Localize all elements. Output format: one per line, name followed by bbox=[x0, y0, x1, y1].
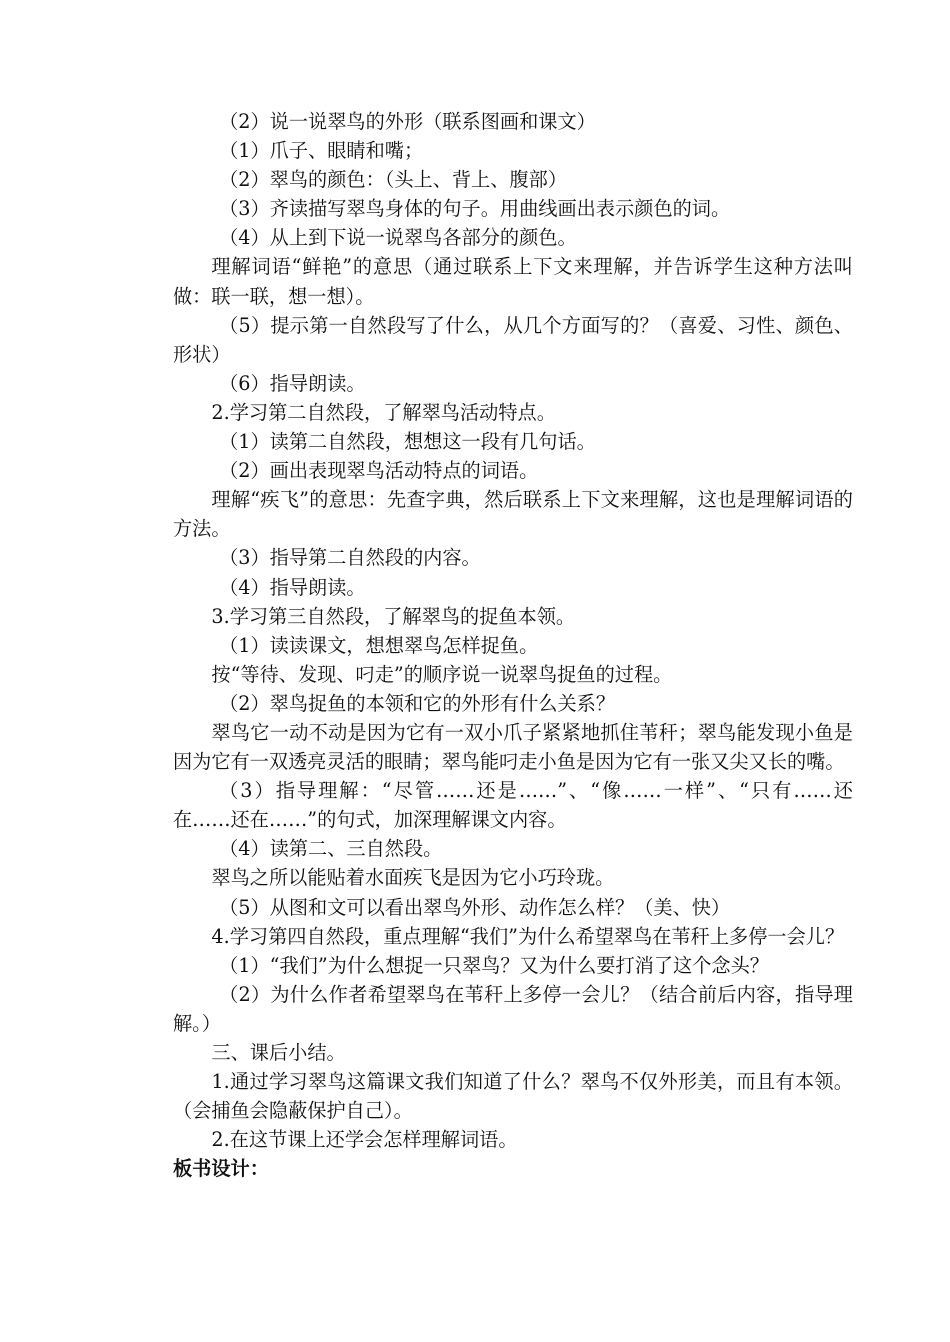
paragraph: （2）画出表现翠鸟活动特点的词语。 bbox=[219, 459, 539, 483]
paragraph: 2.学习第二自然段，了解翠鸟活动特点。 bbox=[211, 400, 556, 424]
paragraph: （3）指导第二自然段的内容。 bbox=[219, 546, 481, 570]
paragraph: （5）从图和文可以看出翠鸟外形、动作怎么样？（美、快） bbox=[219, 895, 731, 919]
paragraph: （1）“我们”为什么想捉一只翠鸟？又为什么要打消了这个念头？ bbox=[219, 953, 769, 977]
paragraph: 按“等待、发现、叼走”的顺序说一说翠鸟捉鱼的过程。 bbox=[211, 662, 673, 686]
paragraph: 理解词语“鲜艳”的意思（通过联系上下文来理解，并告诉学生这种方法叫做：联一联，想一想）。 bbox=[173, 255, 853, 308]
paragraph: （1）爪子、眼睛和嘴； bbox=[219, 139, 424, 163]
paragraph: （2）说一说翠鸟的外形（联系图画和课文） bbox=[219, 110, 596, 133]
paragraph: （1）读读课文，想想翠鸟怎样捉鱼。 bbox=[219, 633, 539, 657]
paragraph: 三、课后小结。 bbox=[211, 1041, 346, 1064]
paragraph: （1）读第二自然段，想想这一段有几句话。 bbox=[219, 430, 596, 454]
paragraph: 4.学习第四自然段，重点理解“我们”为什么希望翠鸟在苇秆上多停一会儿？ bbox=[211, 924, 845, 948]
paragraph: 翠鸟之所以能贴着水面疾飞是因为它小巧玲珑。 bbox=[211, 866, 615, 890]
paragraph: 翠鸟它一动不动是因为它有一双小爪子紧紧地抓住苇秆；翠鸟能发现小鱼是因为它有一双透亮灵活的眼睛；翠鸟能叼走小鱼是因为它有一张又尖又长的嘴。 bbox=[173, 720, 853, 774]
paragraph: （3）齐读描写翠鸟身体的句子。用曲线画出表示颜色的词。 bbox=[219, 197, 731, 221]
paragraph: 1.通过学习翠鸟这篇课文我们知道了什么？翠鸟不仅外形美，而且有本领。（会捕鱼会隐蔽保护自己）。 bbox=[173, 1070, 853, 1123]
paragraph: （5）提示第一自然段写了什么，从几个方面写的？（喜爱、习性、颜色、形状） bbox=[173, 313, 853, 366]
paragraph: （2）翠鸟的颜色：（头上、背上、腹部） bbox=[219, 168, 568, 192]
paragraph: （4）从上到下说一说翠鸟各部分的颜色。 bbox=[219, 226, 577, 250]
document-body bbox=[173, 107, 853, 1183]
paragraph: （2）为什么作者希望翠鸟在苇秆上多停一会儿？（结合前后内容，指导理解。） bbox=[173, 982, 853, 1035]
paragraph: （2）翠鸟捉鱼的本领和它的外形有什么关系？ bbox=[219, 691, 616, 715]
paragraph: 理解“疾飞”的意思：先查字典，然后联系上下文来理解，这也是理解词语的方法。 bbox=[173, 488, 853, 541]
paragraph: （3）指导理解：“尽管……还是……”、“像……一样”、“只有……还在……还在……”的句式，加深理解课文内容。 bbox=[173, 779, 853, 832]
paragraph: （6）指导朗读。 bbox=[219, 371, 366, 395]
paragraph: 2.在这节课上还学会怎样理解词语。 bbox=[211, 1128, 518, 1152]
paragraph: （4）读第二、三自然段。 bbox=[219, 837, 443, 861]
paragraph: （4）指导朗读。 bbox=[219, 575, 366, 599]
paragraph: 3.学习第三自然段，了解翠鸟的捉鱼本领。 bbox=[211, 604, 576, 628]
section-heading: 板书设计： bbox=[173, 1157, 269, 1181]
